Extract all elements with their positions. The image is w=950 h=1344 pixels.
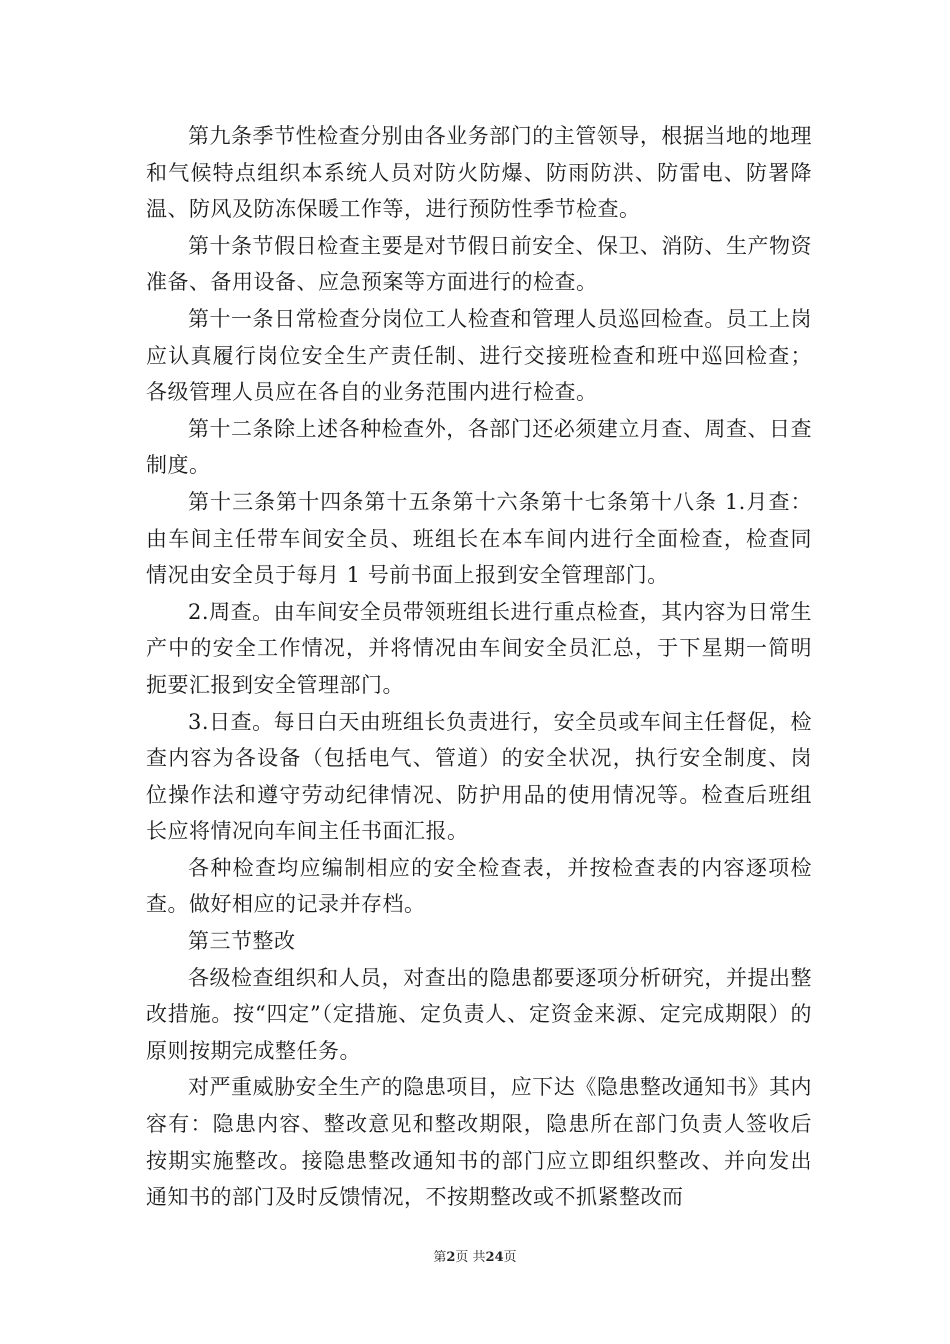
document-body <box>146 118 812 1216</box>
paragraph-checklists: 各种检查均应编制相应的安全检查表，并按检查表的内容逐项检查。做好相应的记录并存档。 <box>146 855 812 917</box>
paragraph-weekly-check: 2.周查。由车间安全员带领班组长进行重点检查，其内容为日常生产中的安全工作情况，并将情况由车间安全员汇总，于下星期一简明扼要汇报到安全管理部门。 <box>146 599 812 697</box>
paragraph-rectification-notice: 对严重威胁安全生产的隐患项目，应下达《隐患整改通知书》其内容有：隐患内容、整改意见和整改期限，隐患所在部门负责人签收后按期实施整改。接隐患整改通知书的部门应立即组织整改、并向发出通知书的部门及时反馈情况，不按期整改或不抓紧整改而 <box>146 1075 812 1210</box>
current-page-number: 2 <box>446 1250 456 1265</box>
paragraph-article-11: 第十一条日常检查分岗位工人检查和管理人员巡回检查。员工上岗应认真履行岗位安全生产责任制、进行交接班检查和班中巡回检查；各级管理人员应在各自的业务范围内进行检查。 <box>146 306 812 405</box>
paragraph-daily-check: 3.日查。每日白天由班组长负责进行，安全员或车间主任督促，检查内容为各设备（包括电气、管道）的安全状况，执行安全制度、岗位操作法和遵守劳动纪律情况、防护用品的使用情况等。检查后班组长应将情况向车间主任书面汇报。 <box>146 709 812 844</box>
paragraph-four-fixes: 各级检查组织和人员，对查出的隐患都要逐项分析研究，并提出整改措施。按“四定”（定措施、定负责人、定资金来源、定完成期限）的原则按期完成整任务。 <box>146 965 812 1063</box>
section-heading-rectification: 第三节整改 <box>188 929 296 954</box>
total-page-count: 24 <box>485 1250 504 1265</box>
footer-prefix: 第 <box>433 1250 447 1265</box>
paragraph-article-12: 第十二条除上述各种检查外，各部门还必须建立月查、周查、日查制度。 <box>146 416 812 478</box>
footer-suffix: 页 <box>503 1250 517 1265</box>
paragraph-article-9: 第九条季节性检查分别由各业务部门的主管领导，根据当地的地理和气候特点组织本系统人员对防火防爆、防雨防洪、防雷电、防署降温、防风及防冻保暖工作等，进行预防性季节检查。 <box>146 124 812 222</box>
page-number-footer <box>0 1246 950 1265</box>
paragraph-article-10: 第十条节假日检查主要是对节假日前安全、保卫、消防、生产物资准备、备用设备、应急预案等方面进行的检查。 <box>146 233 812 295</box>
footer-middle: 页 共 <box>455 1250 486 1265</box>
paragraph-articles-13-18: 第十三条第十四条第十五条第十六条第十七条第十八条 1.月查：由车间主任带车间安全员、班组长在本车间内进行全面检查，检查同情况由安全员于每月 1 号前书面上报到安全管理部门。 <box>146 489 812 588</box>
